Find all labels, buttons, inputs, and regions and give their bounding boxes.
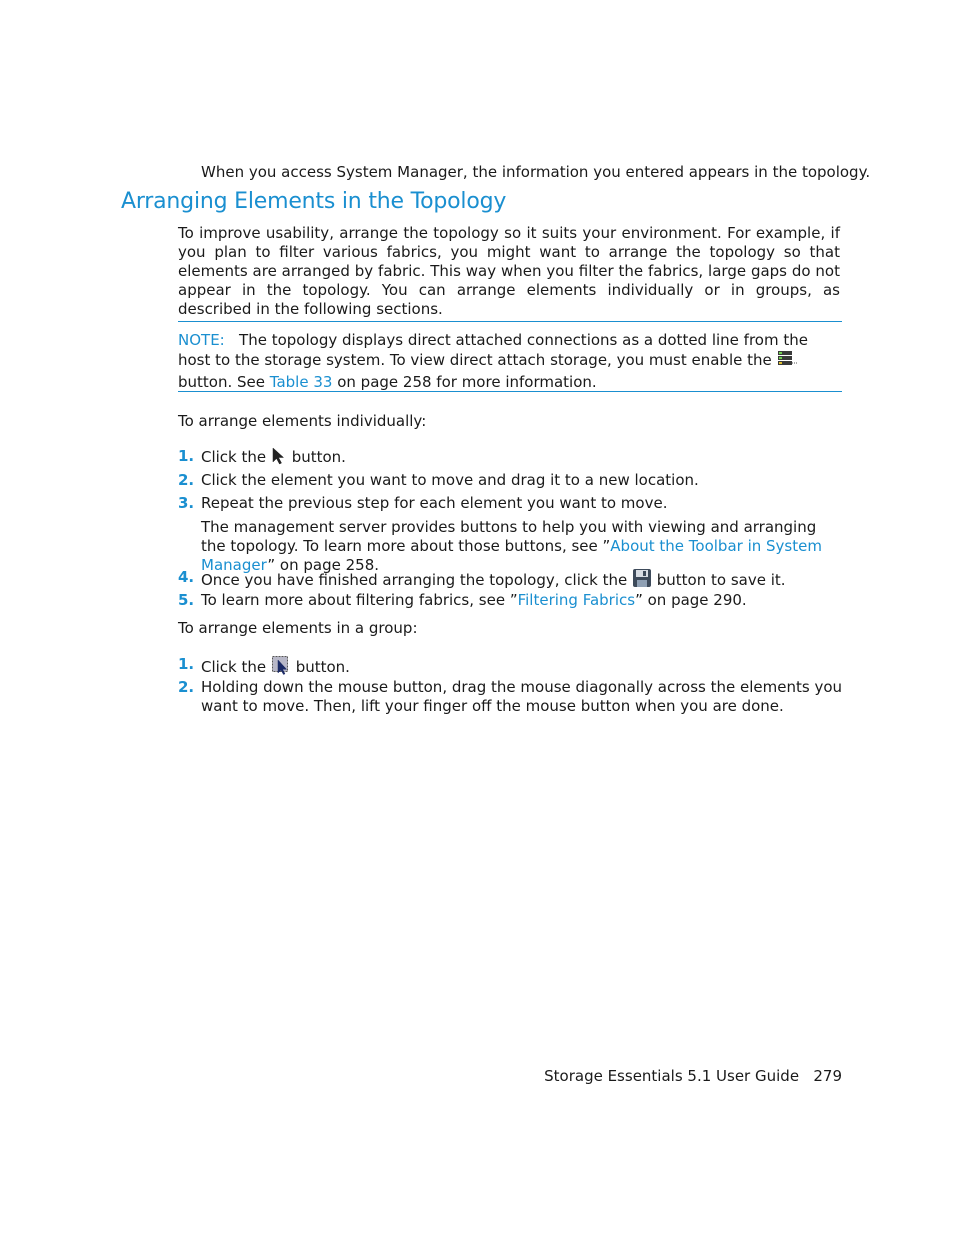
- step-text: Holding down the mouse button, drag the mouse diagonally across the elements you want to move. Then, lift your finger off the mouse button when you are done.: [201, 678, 843, 715]
- filtering-fabrics-link[interactable]: Filtering Fabrics: [517, 591, 636, 609]
- list-item: [178, 568, 842, 593]
- step-number: 3.: [178, 494, 195, 512]
- step-text: Repeat the previous step for each element you want to move.: [201, 494, 668, 512]
- list-item: [178, 494, 842, 513]
- step-number: 5.: [178, 591, 195, 609]
- group-select-icon[interactable]: [271, 655, 291, 680]
- section-paragraph: To improve usability, arrange the topology so it suits your environment. For example, if you plan to filter various fabrics, you might want to arrange the topology so that elements are arranged by fabric. This way when you filter the fabrics, large gaps do not appear in the topology. You can arrange elements individually or in groups, as described in the following sections.: [178, 224, 840, 318]
- step-text-post: button.: [291, 448, 346, 466]
- list-item: [178, 678, 842, 716]
- page-footer: [544, 1067, 842, 1086]
- note-bottom-rule: [178, 391, 842, 392]
- pointer-arrow-icon[interactable]: [271, 447, 287, 470]
- list-item: [178, 655, 842, 680]
- footer-page-number: 279: [813, 1067, 842, 1085]
- intro-line: When you access System Manager, the information you entered appears in the topology.: [201, 163, 871, 181]
- save-disk-icon[interactable]: [632, 568, 652, 593]
- list-item: [178, 447, 842, 470]
- sub-para-pre: The management server provides buttons to help you with viewing and arranging the topology. To learn more about those buttons, see ”: [201, 518, 817, 555]
- step-number: 2.: [178, 471, 195, 489]
- note-block: [178, 331, 840, 392]
- step-number: 2.: [178, 678, 195, 696]
- step-text-pre: Click the: [201, 658, 267, 676]
- table-33-link[interactable]: Table 33: [269, 373, 333, 391]
- list-item: [178, 591, 842, 610]
- note-text-3: on page 258 for more information.: [337, 373, 597, 391]
- direct-attach-storage-icon[interactable]: [777, 350, 797, 373]
- note-text-1: The topology displays direct attached connections as a dotted line from the host to the storage system. To view direct attach storage, you must enable the: [178, 331, 808, 369]
- about-toolbar-link[interactable]: About the Toolbar in System Manager: [201, 537, 822, 574]
- toolbar-info-paragraph: [201, 518, 842, 575]
- step-text-post: button.: [295, 658, 350, 676]
- step-text: Click the element you want to move and drag it to a new location.: [201, 471, 699, 489]
- section-title: Arranging Elements in the Topology: [121, 189, 507, 214]
- step-text-post: button to save it.: [656, 571, 786, 589]
- step-number: 4.: [178, 568, 195, 586]
- step-number: 1.: [178, 447, 195, 465]
- step-text-pre: To learn more about filtering fabrics, see ”: [201, 591, 518, 609]
- list-item: [178, 471, 842, 490]
- step-text-post: ” on page 290.: [635, 591, 747, 609]
- note-top-rule: [178, 321, 842, 322]
- group-lead: To arrange elements in a group:: [178, 619, 418, 637]
- note-label: NOTE:: [178, 331, 225, 349]
- footer-guide-title: Storage Essentials 5.1 User Guide: [544, 1067, 800, 1085]
- step-text-pre: Once you have finished arranging the topology, click the: [201, 571, 628, 589]
- step-text-pre: Click the: [201, 448, 267, 466]
- individual-lead: To arrange elements individually:: [178, 412, 427, 430]
- note-text-2: button. See: [178, 373, 265, 391]
- step-number: 1.: [178, 655, 195, 673]
- sub-para-post: ” on page 258.: [267, 556, 380, 574]
